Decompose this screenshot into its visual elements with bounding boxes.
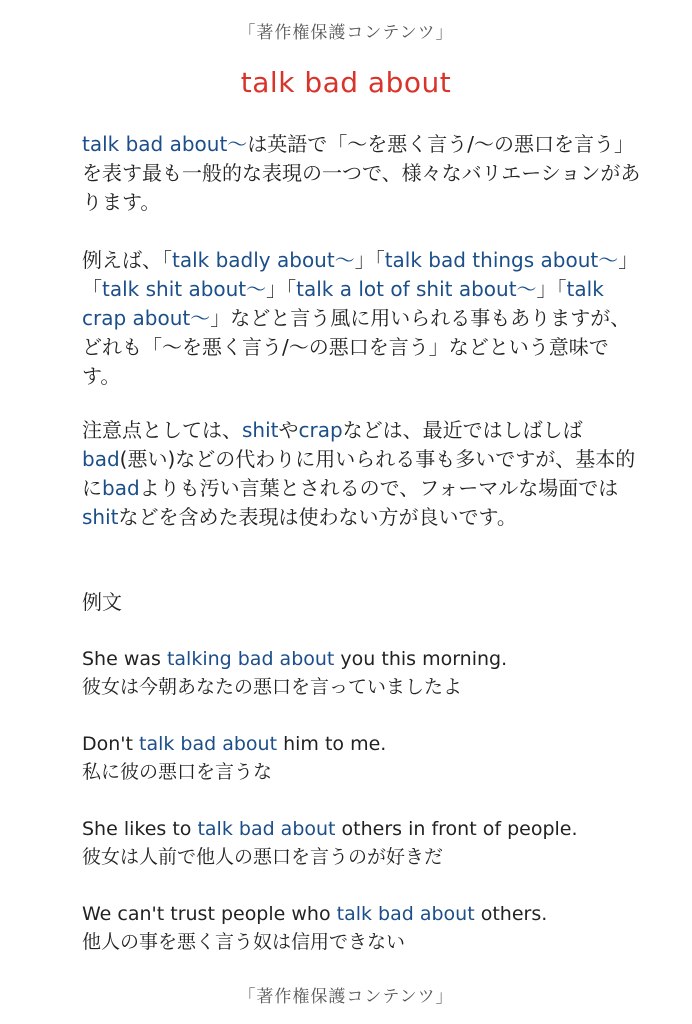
examples-heading-text: 例文 — [82, 590, 122, 614]
paragraph-segment: 」「 — [82, 248, 639, 301]
paragraph-segment: 」「 — [266, 277, 297, 301]
paragraph-segment: などは、最近ではしばしば — [342, 418, 583, 442]
example-segment: others. — [474, 903, 548, 925]
example-segment: others in front of people. — [335, 818, 578, 840]
example-sentence — [82, 730, 642, 786]
paragraph-segment: などを含めた表現は使わない方が良いです。 — [118, 505, 517, 529]
paragraph-segment: 」「 — [536, 277, 567, 301]
example-japanese: 彼女は人前で他人の悪口を言うのが好きだ — [82, 846, 444, 868]
example-english — [82, 815, 642, 843]
example-sentence — [82, 645, 642, 701]
examples-heading — [82, 588, 642, 617]
example-highlight: talking bad about — [166, 648, 335, 670]
copyright-notice-top: 「著作権保護コンテンツ」 — [238, 23, 454, 43]
expression-variant: talk badly about〜 — [172, 248, 355, 272]
caution-paragraph — [82, 416, 642, 532]
example-japanese: 彼女は今朝あなたの悪口を言っていましたよ — [82, 676, 463, 698]
page-title: talk bad about — [240, 66, 452, 99]
example-segment: She was — [82, 648, 167, 670]
expression-variant: talk a lot of shit about〜 — [296, 277, 537, 301]
paragraph-segment: は英語で「〜を悪く言う/〜の悪口を言う」を表す最も一般的な表現の一つで、様々なバリエーションがあります。 — [82, 132, 641, 214]
intro-paragraph — [82, 130, 642, 217]
paragraph-segment: (悪い)などの代わりに用いられる事も多いですが、基本的に — [82, 447, 636, 500]
paragraph-segment: talk bad about〜 — [82, 132, 248, 156]
keyword: crap — [298, 418, 343, 442]
paragraph-segment: 」「 — [354, 248, 385, 272]
example-japanese: 他人の事を悪く言う奴は信用できない — [82, 931, 406, 953]
example-japanese: 私に彼の悪口を言うな — [82, 761, 273, 783]
paragraph-segment: よりも汚い言葉とされるので、フォーマルな場面では — [139, 476, 619, 500]
example-highlight: talk bad about — [197, 818, 336, 840]
paragraph-segment: 注意点としては、 — [82, 418, 242, 442]
example-highlight: talk bad about — [139, 733, 278, 755]
paragraph-segment: 」などと言う風に用いられる事もありますが、どれも「〜を悪く言う/〜の悪口を言う」などという意味です。 — [82, 306, 631, 388]
example-segment: you this morning. — [334, 648, 508, 670]
example-segment: She likes to — [82, 818, 198, 840]
example-segment: him to me. — [277, 733, 387, 755]
keyword: shit — [82, 505, 119, 529]
example-english — [82, 645, 642, 673]
example-english — [82, 900, 642, 928]
keyword: shit — [242, 418, 279, 442]
expression-variant: talk crap about〜 — [82, 277, 604, 330]
copyright-notice-bottom: 「著作権保護コンテンツ」 — [238, 987, 454, 1007]
example-segment: Don't — [82, 733, 140, 755]
example-sentence — [82, 900, 642, 956]
paragraph-segment: 例えば、「 — [82, 248, 172, 272]
variations-paragraph — [82, 246, 642, 391]
expression-variant: talk bad things about〜 — [384, 248, 619, 272]
example-highlight: talk bad about — [336, 903, 475, 925]
example-english — [82, 730, 642, 758]
paragraph-segment: や — [278, 418, 299, 442]
keyword: bad — [102, 476, 140, 500]
example-segment: We can't trust people who — [82, 903, 337, 925]
keyword: bad — [82, 447, 120, 471]
expression-variant: talk shit about〜 — [102, 277, 267, 301]
example-sentence — [82, 815, 642, 871]
